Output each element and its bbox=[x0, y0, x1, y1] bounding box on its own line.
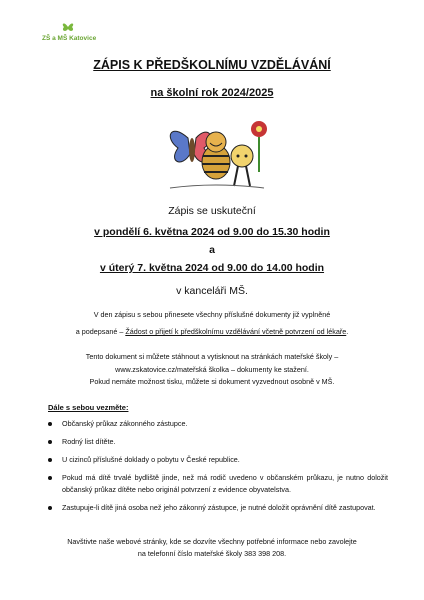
list-item: Zastupuje-li dítě jiná osoba než jeho zákonný zástupce, je nutné doložit oprávnění dítě zastupovat. bbox=[48, 502, 388, 514]
footer-line-1: Navštivte naše webové stránky, kde se dozvíte všechny potřebné informace nebo zavolejte bbox=[67, 537, 357, 546]
logo-text: ZŠ a MŠ Katovice bbox=[42, 35, 97, 42]
list-item: Pokud má dítě trvalé bydliště jinde, než má rodič uvedeno v občanském průkazu, je nutno doložit občanský průkaz dítěte nebo originál potvrzení z evidence obyvatelstva. bbox=[48, 472, 388, 496]
list-item: Rodný list dítěte. bbox=[48, 436, 388, 448]
application-form-link[interactable]: Žádost o přijetí k předškolnímu vzdělávání včetně potvrzení od lékaře bbox=[125, 327, 347, 336]
page-title: ZÁPIS K PŘEDŠKOLNÍMU VZDĚLÁVÁNÍ bbox=[93, 58, 331, 72]
documents-suffix: . bbox=[346, 327, 349, 336]
documents-prefix: a podepsané – bbox=[75, 327, 126, 336]
page-subtitle: na školní rok 2024/2025 bbox=[150, 87, 274, 99]
intro-text: Zápis se uskuteční bbox=[168, 205, 256, 217]
documents-paragraph-line-2 bbox=[0, 327, 424, 336]
first-date: v pondělí 6. května 2024 od 9.00 do 15.30 hodin bbox=[94, 226, 330, 238]
bee-icon bbox=[202, 132, 230, 179]
list-item: U cizinců příslušné doklady o pobytu v České republice. bbox=[48, 454, 388, 466]
bring-section-title: Dále s sebou vezměte: bbox=[48, 403, 129, 412]
ladybug-icon bbox=[231, 145, 253, 186]
second-date: v úterý 7. května 2024 od 9.00 do 14.00 hodin bbox=[99, 262, 325, 274]
list-item: Občanský průkaz zákonného zástupce. bbox=[48, 418, 388, 430]
download-paragraph-line-3: Pokud nemáte možnost tisku, můžete si dokument vyzvednout osobně v MŠ. bbox=[89, 377, 335, 386]
footer-line-2: na telefonní číslo mateřské školy 383 398 208. bbox=[137, 549, 287, 558]
school-logo bbox=[42, 20, 132, 42]
flower-logo-icon bbox=[60, 20, 76, 34]
date-conjunction: a bbox=[209, 244, 215, 256]
flower-icon bbox=[251, 121, 267, 172]
documents-paragraph-line-1: V den zápisu s sebou přinesete všechny příslušné dokumenty již vyplněné bbox=[93, 310, 331, 319]
location-text: v kanceláři MŠ. bbox=[176, 285, 248, 297]
bring-list bbox=[48, 418, 388, 520]
bugs-illustration bbox=[160, 110, 270, 194]
download-paragraph-line-2[interactable]: www.zskatovice.cz/mateřská školka – dokumenty ke stažení. bbox=[115, 365, 309, 374]
download-paragraph-line-1: Tento dokument si můžete stáhnout a vytisknout na stránkách mateřské školy – bbox=[85, 352, 339, 361]
